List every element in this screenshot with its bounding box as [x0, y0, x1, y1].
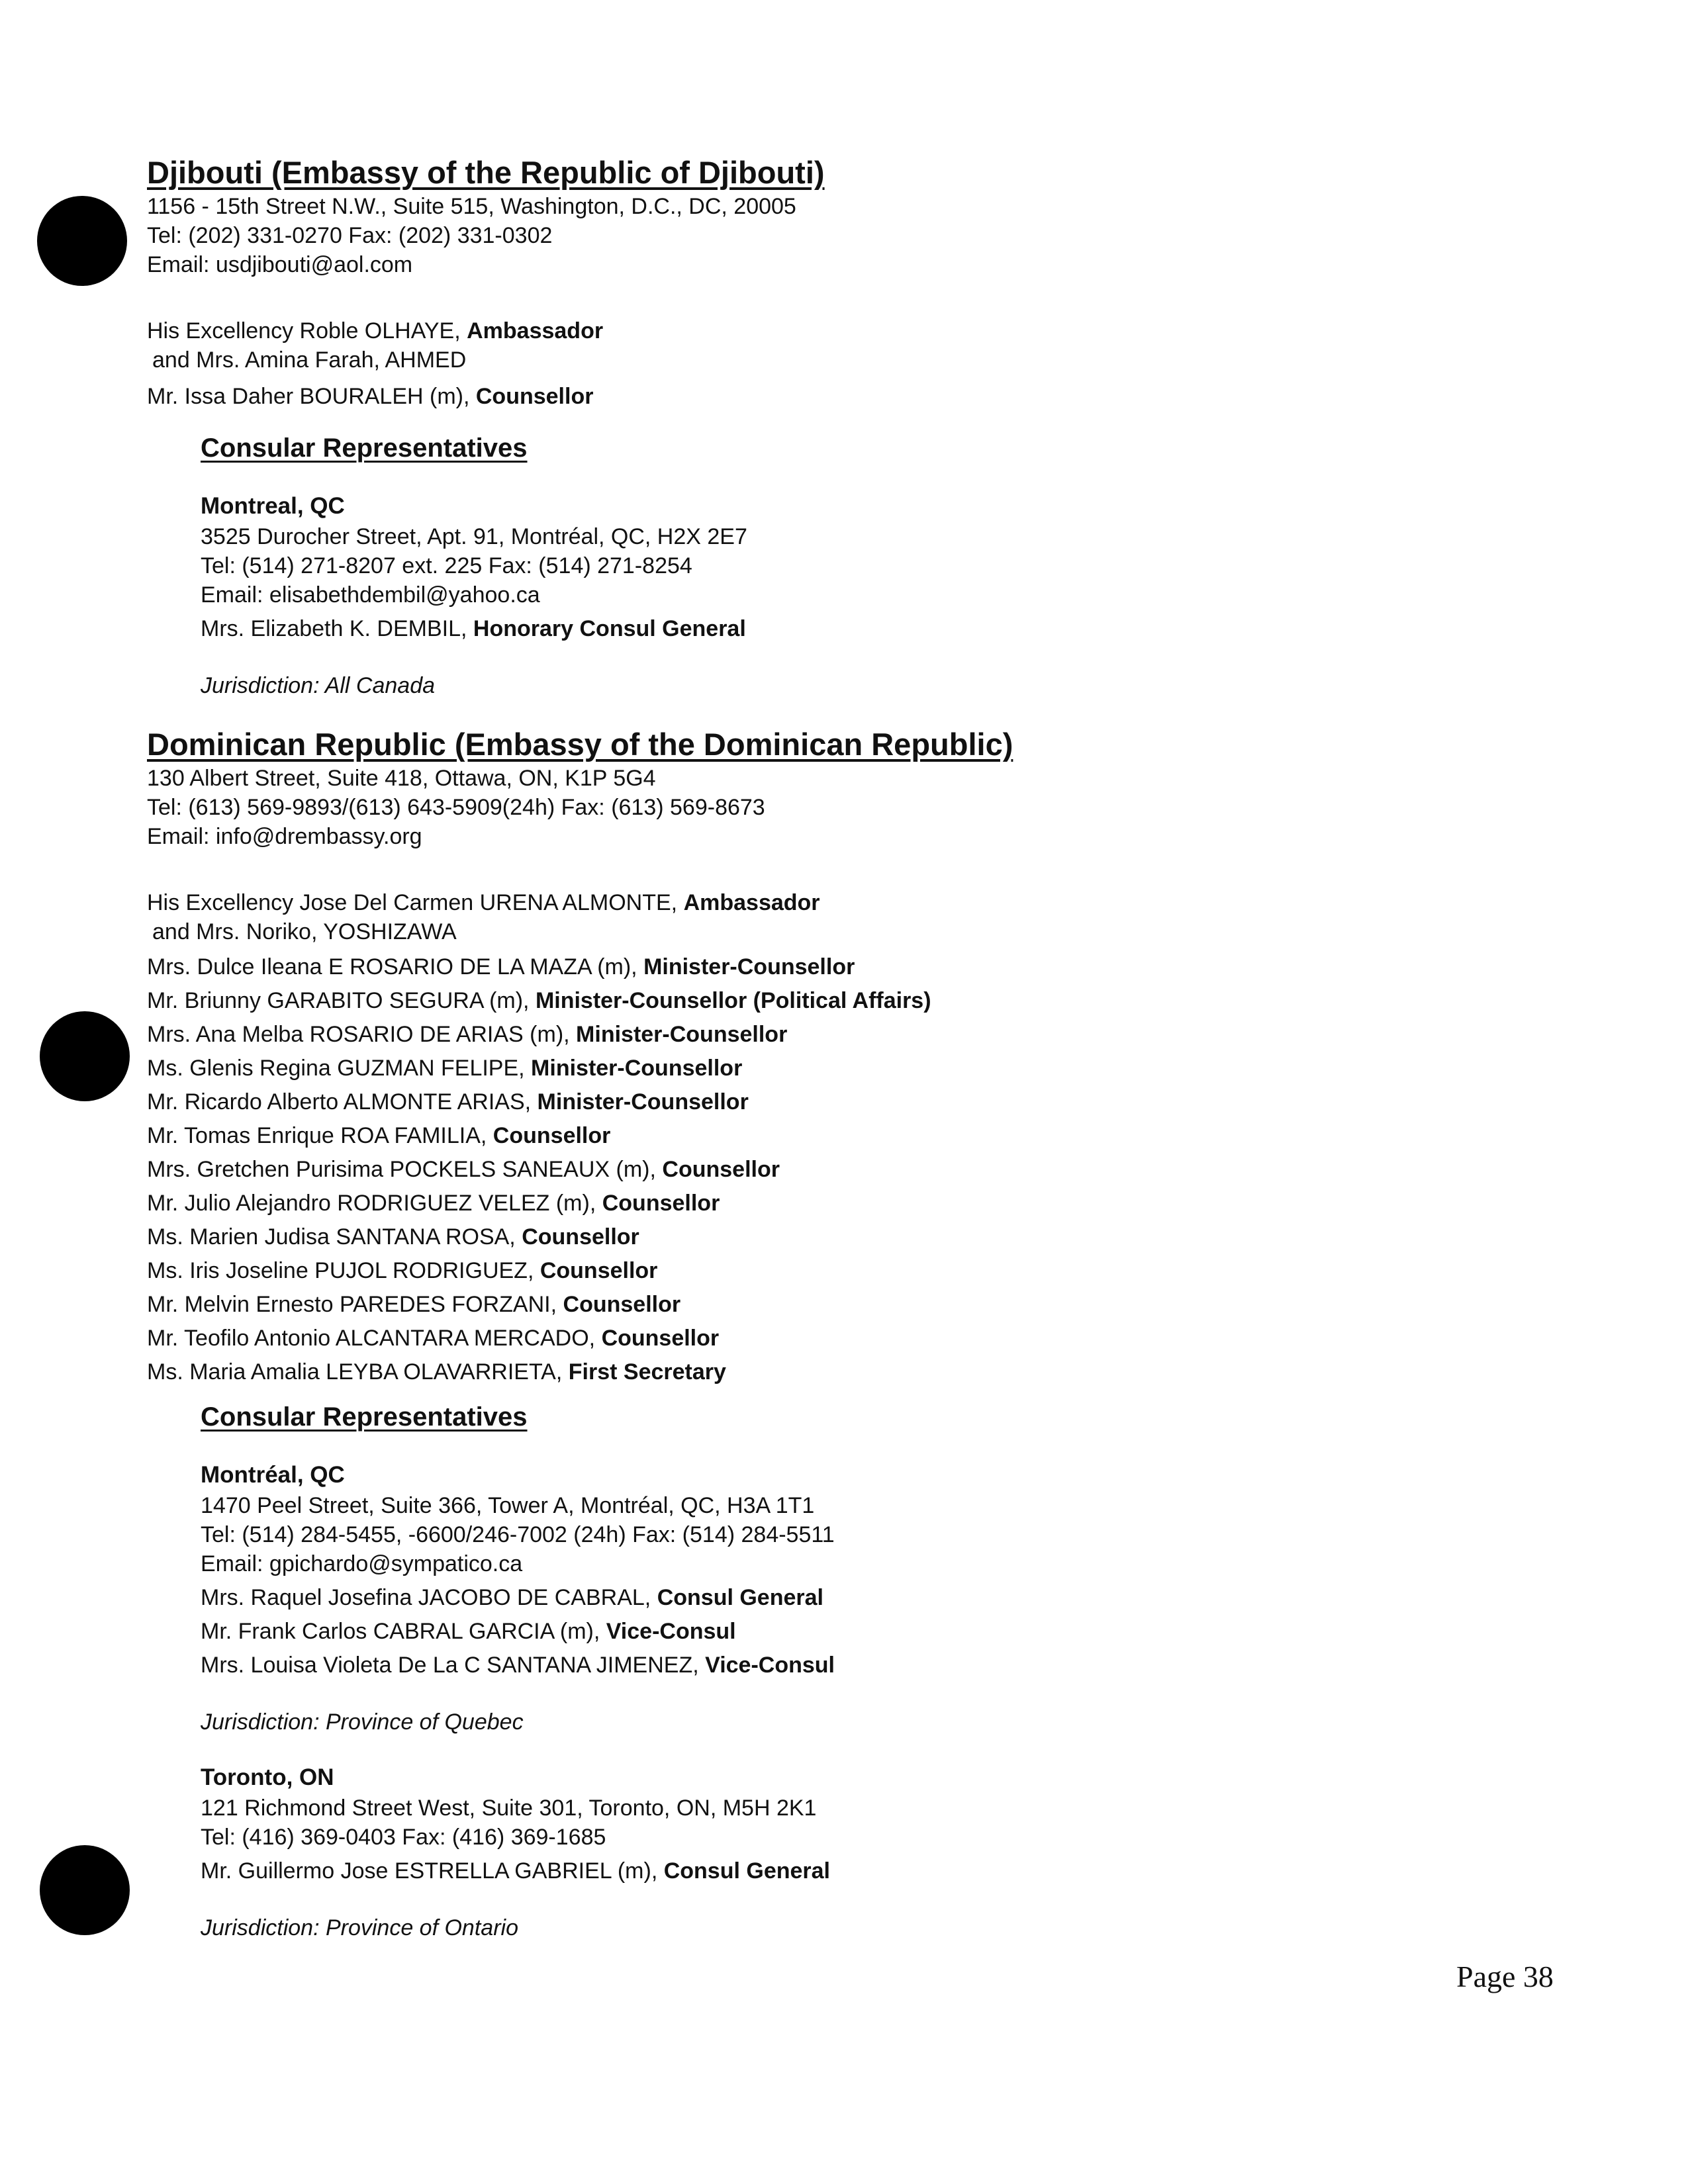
spouse-entry: and Mrs. Noriko, YOSHIZAWA: [152, 919, 457, 944]
embassy-section-djibouti: [147, 154, 1471, 700]
person-name: Mr. Teofilo Antonio ALCANTARA MERCADO,: [147, 1326, 602, 1351]
office-phone: Tel: (416) 369-0403 Fax: (416) 369-1685: [201, 1825, 606, 1850]
office-phone: Tel: (514) 284-5455, -6600/246-7002 (24h) Fax: (514) 284-5511: [201, 1522, 835, 1547]
person-name: Mrs. Dulce Ileana E ROSARIO DE LA MAZA (m),: [147, 954, 644, 979]
person-role: Minister-Counsellor: [537, 1089, 749, 1115]
consular-office: [201, 490, 1471, 700]
person-role: Ambassador: [467, 318, 604, 343]
person-name: Mr. Ricardo Alberto ALMONTE ARIAS,: [147, 1089, 538, 1115]
consul-entry: [201, 1615, 1471, 1649]
person-role: Counsellor: [475, 384, 594, 409]
consular-representatives: [147, 414, 1471, 700]
staff-entry: [147, 1018, 1471, 1052]
person-name: Mr. Frank Carlos CABRAL GARCIA (m),: [201, 1619, 606, 1644]
punch-hole-middle: [40, 1011, 130, 1101]
consular-representatives: [147, 1389, 1471, 1942]
person-name: Mrs. Elizabeth K. DEMBIL,: [201, 616, 473, 641]
person-name: Mr. Tomas Enrique ROA FAMILIA,: [147, 1123, 493, 1148]
person-role: Consul General: [657, 1585, 823, 1610]
staff-entry: [147, 1220, 1471, 1254]
staff-entry: [147, 1322, 1471, 1355]
person-role: Honorary Consul General: [473, 616, 746, 641]
staff-entry: [147, 1085, 1471, 1119]
person-role: Minister-Counsellor (Political Affairs): [535, 988, 931, 1013]
office-phone: Tel: (514) 271-8207 ext. 225 Fax: (514) 271-8254: [201, 553, 692, 578]
staff-entry: [147, 950, 1471, 984]
punch-hole-top: [37, 196, 127, 286]
consular-heading: Consular Representatives: [201, 433, 528, 463]
person-role: Consul General: [663, 1858, 830, 1884]
staff-entry: [147, 1153, 1471, 1187]
office-jurisdiction: Jurisdiction: Province of Quebec: [201, 1709, 524, 1735]
staff-entry: [147, 1355, 1471, 1389]
staff-entry: [147, 380, 1471, 414]
person-name: Mr. Julio Alejandro RODRIGUEZ VELEZ (m),: [147, 1191, 602, 1216]
consul-entry: [201, 1854, 1471, 1888]
embassy-address: 130 Albert Street, Suite 418, Ottawa, ON, K1P 5G4: [147, 766, 656, 791]
person-name: Mr. Guillermo Jose ESTRELLA GABRIEL (m),: [201, 1858, 664, 1884]
office-jurisdiction: Jurisdiction: Province of Ontario: [201, 1915, 518, 1940]
embassy-phone: Tel: (202) 331-0270 Fax: (202) 331-0302: [147, 223, 553, 248]
section-title: Djibouti (Embassy of the Republic of Djibouti): [147, 155, 825, 190]
embassy-email: Email: info@drembassy.org: [147, 824, 422, 849]
person-name: His Excellency Roble OLHAYE,: [147, 318, 467, 343]
office-address: 1470 Peel Street, Suite 366, Tower A, Montréal, QC, H3A 1T1: [201, 1493, 815, 1518]
person-name: Ms. Marien Judisa SANTANA ROSA,: [147, 1224, 522, 1250]
office-email: Email: elisabethdembil@yahoo.ca: [201, 582, 540, 608]
staff-entry: [147, 1119, 1471, 1153]
person-role: Minister-Counsellor: [531, 1056, 743, 1081]
person-role: Counsellor: [492, 1123, 611, 1148]
office-jurisdiction: Jurisdiction: All Canada: [201, 673, 436, 698]
person-role: Ambassador: [683, 890, 820, 915]
person-role: Minister-Counsellor: [576, 1022, 788, 1047]
document-body: [147, 154, 1471, 1942]
consul-entry: [201, 1581, 1471, 1615]
spouse-entry: and Mrs. Amina Farah, AHMED: [152, 347, 467, 373]
person-name: Mrs. Ana Melba ROSARIO DE ARIAS (m),: [147, 1022, 577, 1047]
embassy-address: 1156 - 15th Street N.W., Suite 515, Washington, D.C., DC, 20005: [147, 194, 796, 219]
staff-entry: [147, 1187, 1471, 1220]
consul-entry: [201, 1649, 1471, 1682]
office-address: 121 Richmond Street West, Suite 301, Toronto, ON, M5H 2K1: [201, 1796, 817, 1821]
staff-entry: [147, 984, 1471, 1018]
office-email: Email: gpichardo@sympatico.ca: [201, 1551, 523, 1576]
person-role: Vice-Consul: [606, 1619, 736, 1644]
embassy-phone: Tel: (613) 569-9893/(613) 643-5909(24h) Fax: (613) 569-8673: [147, 795, 765, 820]
person-name: Mr. Briunny GARABITO SEGURA (m),: [147, 988, 536, 1013]
consular-office: [201, 1459, 1471, 1737]
person-role: Counsellor: [602, 1191, 720, 1216]
person-role: Counsellor: [563, 1292, 681, 1317]
person-name: Mrs. Gretchen Purisima POCKELS SANEAUX (m),: [147, 1157, 663, 1182]
consular-heading: Consular Representatives: [201, 1402, 528, 1432]
person-role: Minister-Counsellor: [643, 954, 855, 979]
page-number: Page 38: [1456, 1960, 1554, 1993]
person-name: Mrs. Louisa Violeta De La C SANTANA JIMENEZ,: [201, 1653, 706, 1678]
person-role: Counsellor: [539, 1258, 658, 1283]
consular-office: [201, 1762, 1471, 1942]
person-name: Ms. Iris Joseline PUJOL RODRIGUEZ,: [147, 1258, 540, 1283]
person-name: Mr. Melvin Ernesto PAREDES FORZANI,: [147, 1292, 563, 1317]
office-city: Toronto, ON: [201, 1764, 334, 1790]
staff-entry: [147, 1254, 1471, 1288]
ambassador-entry: [147, 888, 1471, 917]
person-name: Ms. Maria Amalia LEYBA OLAVARRIETA,: [147, 1359, 569, 1385]
embassy-section-dominican-republic: [147, 725, 1471, 1942]
section-title: Dominican Republic (Embassy of the Dominican Republic): [147, 727, 1013, 762]
person-role: First Secretary: [568, 1359, 726, 1385]
staff-entry: [147, 1288, 1471, 1322]
person-name: Mr. Issa Daher BOURALEH (m),: [147, 384, 476, 409]
office-city: Montreal, QC: [201, 493, 345, 519]
person-role: Counsellor: [662, 1157, 780, 1182]
consul-entry: [201, 612, 1471, 646]
staff-entry: [147, 1052, 1471, 1085]
punch-hole-bottom: [40, 1845, 130, 1935]
staff-list: [147, 950, 1471, 1389]
person-name: His Excellency Jose Del Carmen URENA ALMONTE,: [147, 890, 684, 915]
person-name: Ms. Glenis Regina GUZMAN FELIPE,: [147, 1056, 532, 1081]
ambassador-entry: [147, 316, 1471, 345]
person-role: Counsellor: [601, 1326, 720, 1351]
office-city: Montréal, QC: [201, 1462, 345, 1488]
person-role: Vice-Consul: [705, 1653, 835, 1678]
person-role: Counsellor: [522, 1224, 639, 1250]
embassy-email: Email: usdjibouti@aol.com: [147, 252, 413, 277]
office-address: 3525 Durocher Street, Apt. 91, Montréal, QC, H2X 2E7: [201, 524, 747, 549]
person-name: Mrs. Raquel Josefina JACOBO DE CABRAL,: [201, 1585, 657, 1610]
